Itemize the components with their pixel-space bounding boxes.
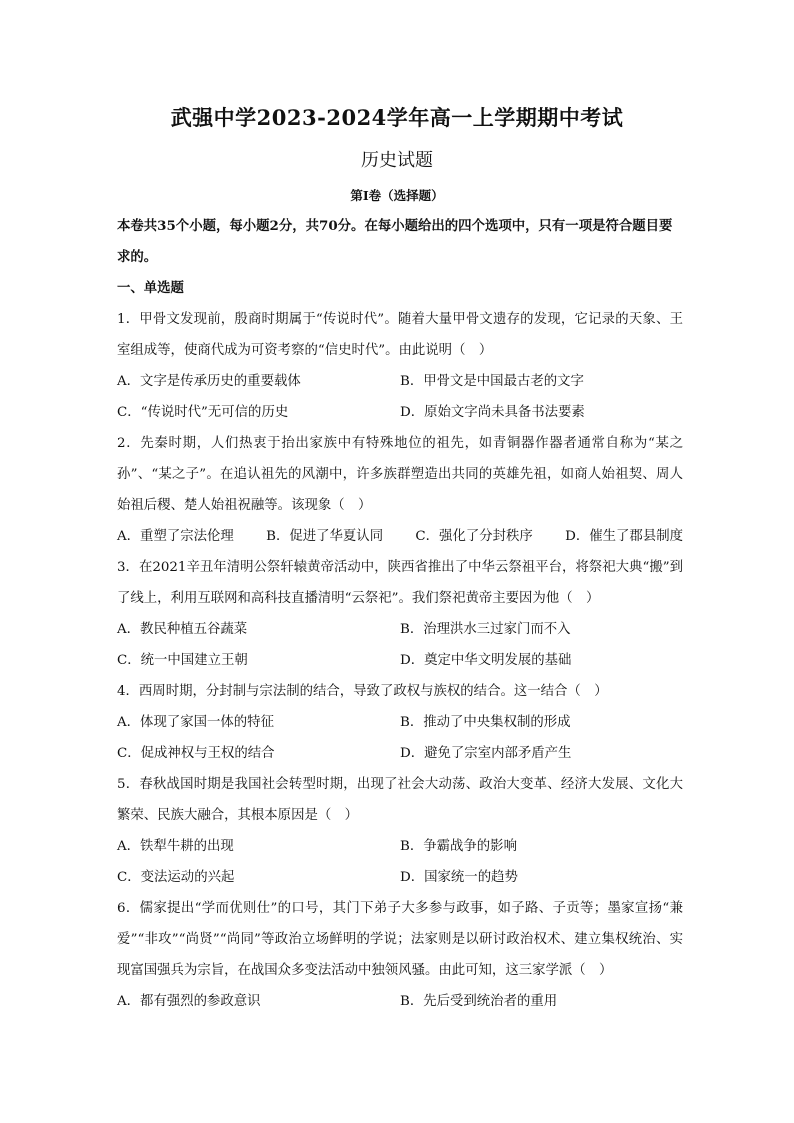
- question-2: [117, 428, 683, 552]
- exam-title: 武强中学2023-2024学年高一上学期期中考试: [170, 105, 624, 130]
- option-d[interactable]: D．避免了宗室内部矛盾产生: [400, 746, 572, 761]
- option-d[interactable]: D．原始文字尚未具备书法要素: [400, 405, 585, 420]
- option-a[interactable]: A．都有强烈的参政意识: [117, 994, 261, 1009]
- question-3: [117, 552, 683, 676]
- option-list: [117, 707, 683, 769]
- question-1: [117, 304, 683, 428]
- option-list: [117, 614, 683, 676]
- option-b[interactable]: B．治理洪水三过家门而不入: [400, 622, 571, 637]
- question-stem: 4．西周时期，分封制与宗法制的结合，导致了政权与族权的结合。这一结合（ ）: [117, 684, 608, 699]
- option-c[interactable]: C．统一中国建立王朝: [117, 653, 248, 668]
- option-d[interactable]: D．催生了郡县制度: [565, 529, 683, 544]
- section-heading: 第I卷（选择题）: [350, 188, 444, 203]
- question-stem: 6．儒家提出“学而优则仕”的口号，其门下弟子大多参与政事，如子路、子贡等；墨家宣扬“兼爱”“非攻”“尚贤”“尚同”等政治立场鲜明的学说；法家则是以研讨政治权术、建立集权统治、实现富国强兵为宗旨，在战国众多变法活动中独领风骚。由此可知，这三家学派（ ）: [117, 901, 683, 978]
- option-a[interactable]: A．重塑了宗法伦理: [117, 529, 234, 544]
- option-d[interactable]: D．奠定中华文明发展的基础: [400, 653, 572, 668]
- option-c[interactable]: C．变法运动的兴起: [117, 870, 235, 885]
- exam-subtitle: 历史试题: [361, 150, 433, 171]
- question-stem: 5．春秋战国时期是我国社会转型时期，出现了社会大动荡、政治大变革、经济大发展、文化大繁荣、民族大融合，其根本原因是（ ）: [117, 777, 683, 823]
- question-stem: 2．先秦时期，人们热衷于抬出家族中有特殊地位的祖先，如青铜器作器者通常自称为“某之孙”、“某之子”。在追认祖先的风潮中，许多族群塑造出共同的英雄先祖，如商人始祖契、周人始祖后稷、楚人始祖祝融等。该现象（ ）: [117, 436, 683, 513]
- question-4: [117, 676, 683, 769]
- option-b[interactable]: B．先后受到统治者的重用: [400, 994, 558, 1009]
- option-list: [117, 366, 683, 428]
- exam-body: [117, 211, 683, 1017]
- option-list: [117, 831, 683, 893]
- option-c[interactable]: C．“传说时代”无可信的历史: [117, 405, 289, 420]
- question-stem: 3．在2021辛丑年清明公祭轩辕黄帝活动中，陕西省推出了中华云祭祖平台，将祭祀大典“搬”到了线上，利用互联网和高科技直播清明“云祭祀”。我们祭祀黄帝主要因为他（ ）: [117, 560, 683, 606]
- option-a[interactable]: A．文字是传承历史的重要载体: [117, 374, 301, 389]
- option-a[interactable]: A．体现了家国一体的特征: [117, 715, 274, 730]
- option-list: [117, 986, 683, 1017]
- option-b[interactable]: B．甲骨文是中国最古老的文字: [400, 374, 584, 389]
- instructions: 本卷共35个小题，每小题2分，共70分。在每小题给出的四个选项中，只有一项是符合题目要求的。: [117, 218, 673, 265]
- option-c[interactable]: C．强化了分封秩序: [415, 529, 533, 544]
- option-b[interactable]: B．促进了华夏认同: [266, 529, 384, 544]
- option-a[interactable]: A．铁犁牛耕的出现: [117, 839, 234, 854]
- option-a[interactable]: A．教民种植五谷蔬菜: [117, 622, 248, 637]
- question-6: [117, 893, 683, 1017]
- option-d[interactable]: D．国家统一的趋势: [400, 870, 518, 885]
- option-b[interactable]: B．争霸战争的影响: [400, 839, 517, 854]
- option-list: [117, 521, 683, 552]
- option-b[interactable]: B．推动了中央集权制的形成: [400, 715, 571, 730]
- option-c[interactable]: C．促成神权与王权的结合: [117, 746, 275, 761]
- question-type-heading: 一、单选题: [117, 280, 184, 296]
- question-5: [117, 769, 683, 893]
- question-stem: 1．甲骨文发现前，殷商时期属于“传说时代”。随着大量甲骨文遗存的发现，它记录的天象、王室组成等，使商代成为可资考察的“信史时代”。由此说明（ ）: [117, 312, 683, 358]
